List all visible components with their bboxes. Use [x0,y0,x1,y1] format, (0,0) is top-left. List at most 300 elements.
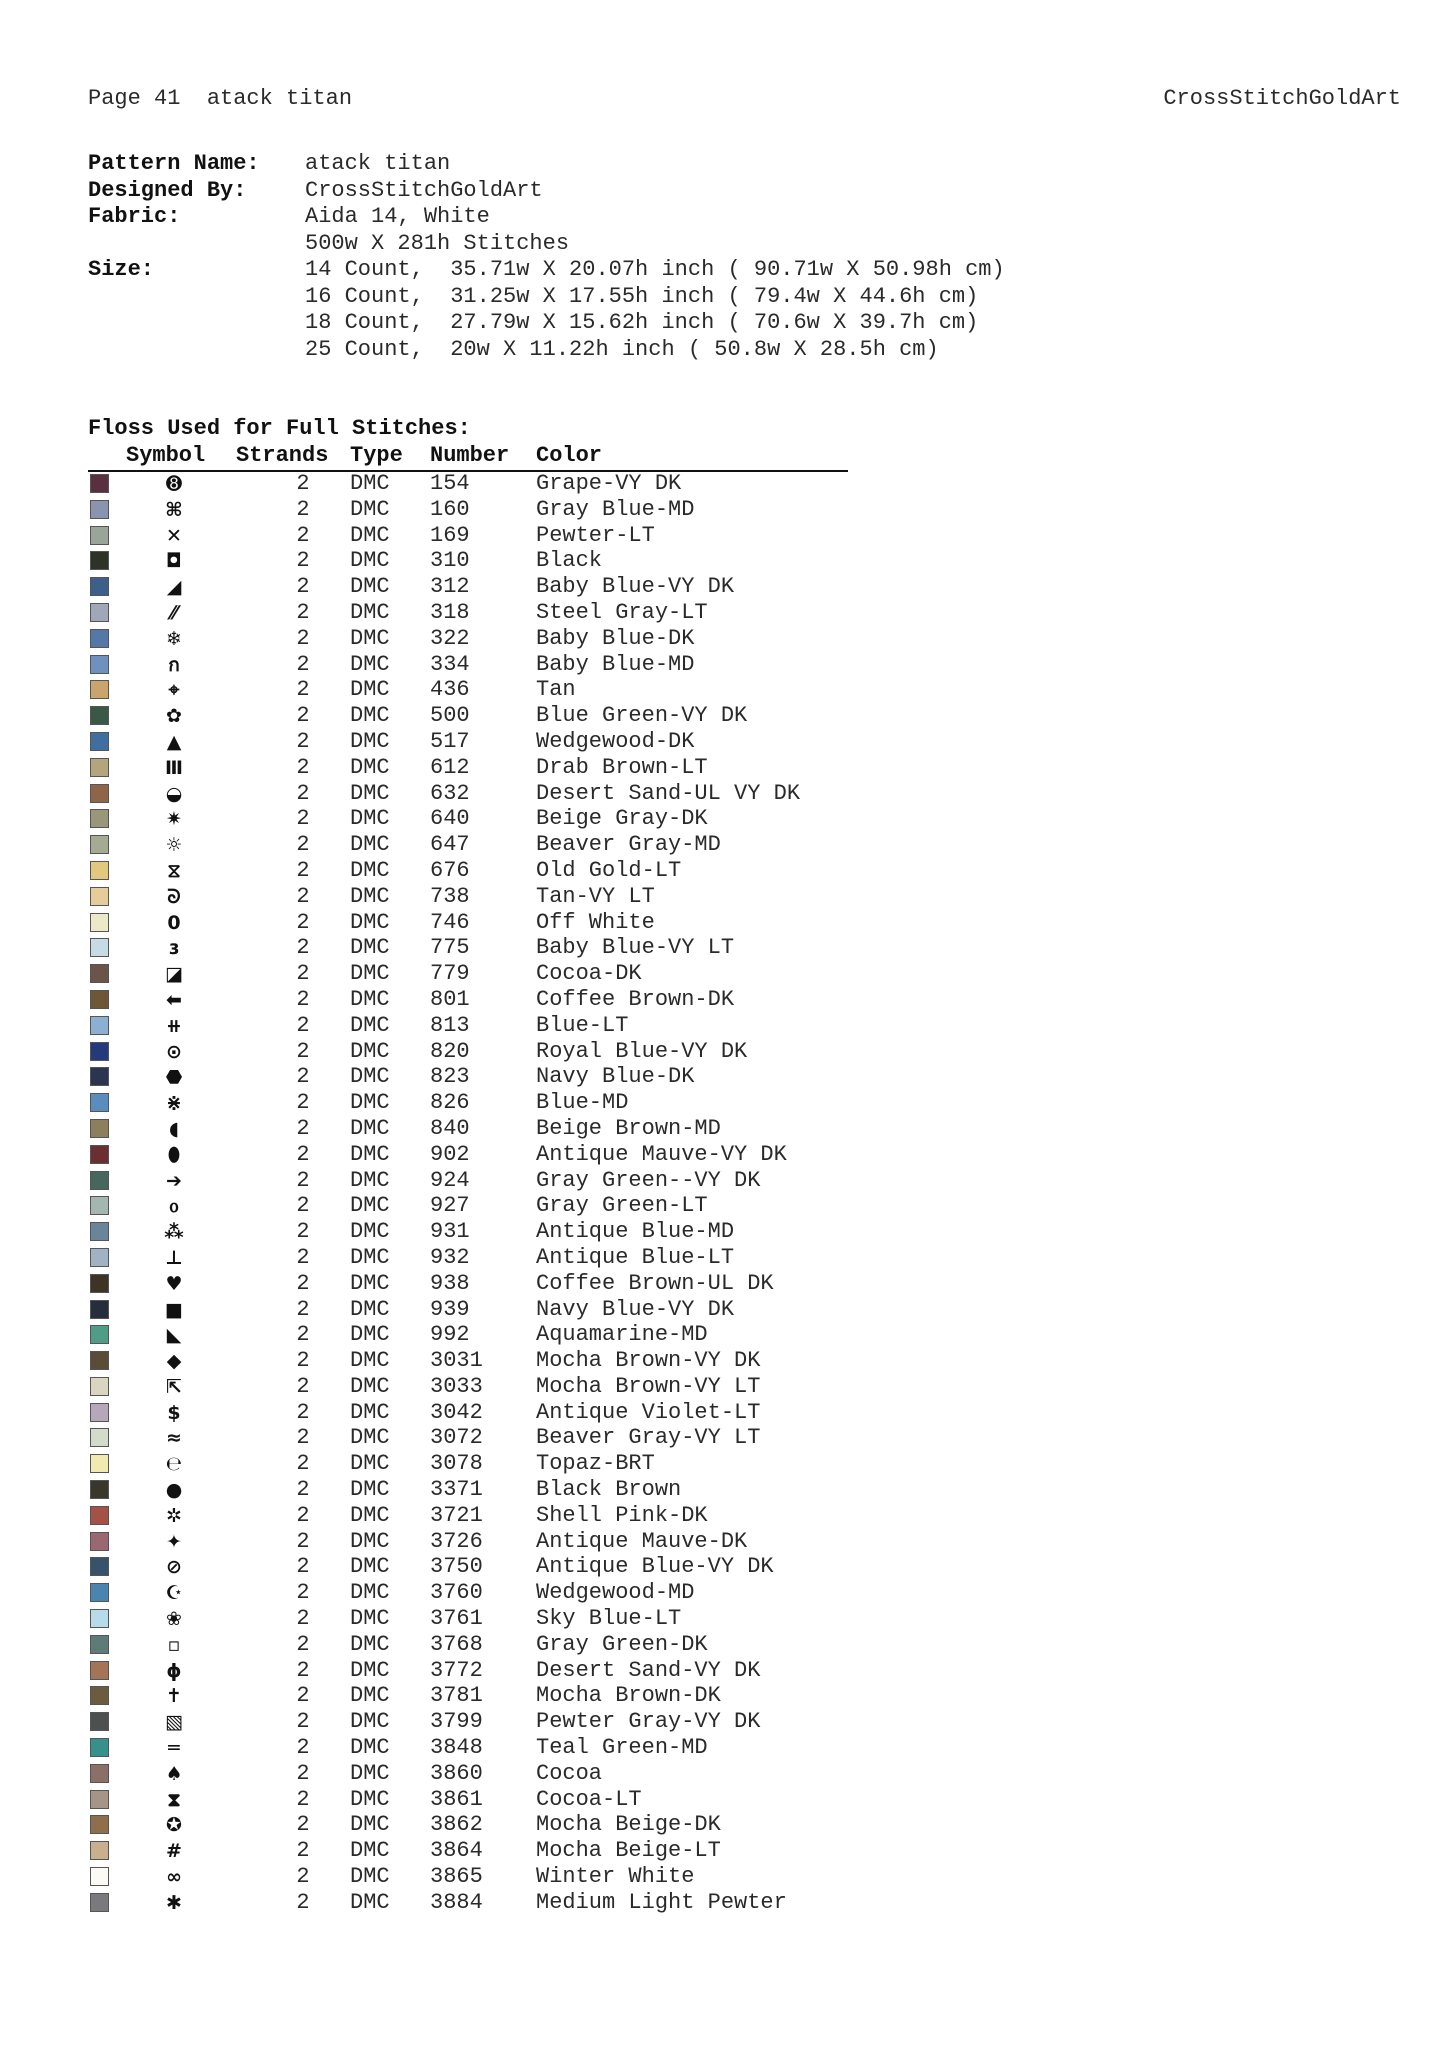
type-cell: DMC [350,1115,390,1141]
color-name-cell: Grape-VY DK [536,471,682,496]
color-name-cell: Drab Brown-LT [536,754,708,780]
size-label: Size: [88,257,155,282]
number-cell: 3864 [430,1838,483,1864]
number-cell: 746 [430,909,470,935]
number-cell: 938 [430,1270,470,1296]
stitch-symbol-icon: ♠ [165,1762,183,1785]
type-cell: DMC [350,1296,390,1322]
number-cell: 840 [430,1115,470,1141]
type-cell: DMC [350,728,390,754]
stitch-symbol-icon: ⇱ [166,1375,182,1398]
stitch-symbol-icon: ◖ [168,1117,179,1140]
stitches-row [88,231,1005,258]
color-swatch [90,1686,109,1705]
color-name-cell: Winter White [536,1864,695,1890]
strands-cell: 2 [296,496,310,522]
strands-cell: 2 [296,857,310,883]
table-row [88,1864,988,1890]
color-swatch [90,964,109,983]
number-cell: 3033 [430,1373,483,1399]
pattern-info [88,151,1005,363]
color-name-cell: Wedgewood-MD [536,1580,695,1606]
table-row [88,1425,988,1451]
number-cell: 169 [430,522,470,548]
table-row [88,1271,988,1297]
stitch-symbol-icon: ∞ [166,1866,182,1889]
strands-cell: 2 [296,1064,310,1090]
table-row [88,471,988,497]
table-row [88,1529,988,1555]
type-cell: DMC [350,1219,390,1245]
color-swatch [90,1893,109,1912]
stitch-symbol-icon: ▧ [165,1711,183,1734]
number-cell: 801 [430,986,470,1012]
type-cell: DMC [350,1502,390,1528]
table-row [88,1554,988,1580]
strands-cell: 2 [296,1451,310,1477]
table-row [88,1761,988,1787]
fabric-value: Aida 14, White [305,204,490,229]
color-swatch [90,1790,109,1809]
color-swatch [90,1300,109,1319]
stitch-symbol-icon: ➑ [166,473,182,495]
number-cell: 779 [430,961,470,987]
color-swatch [90,1609,109,1628]
stitch-symbol-icon: ✱ [166,1891,182,1914]
table-row [88,1322,988,1348]
color-swatch [90,1815,109,1834]
table-row [88,626,988,652]
color-name-cell: Cocoa-LT [536,1786,642,1812]
pattern-name-label: Pattern Name: [88,151,260,176]
color-name-cell: Topaz-BRT [536,1451,655,1477]
strands-cell: 2 [296,522,310,548]
table-row [88,523,988,549]
table-row [88,1632,988,1658]
number-cell: 823 [430,1064,470,1090]
table-row [88,729,988,755]
type-cell: DMC [350,754,390,780]
number-cell: 3884 [430,1889,483,1915]
stitch-symbol-icon: ☼ [165,834,183,857]
table-row [88,1477,988,1503]
color-name-cell: Blue-MD [536,1090,629,1116]
color-name-cell: Royal Blue-VY DK [536,1038,748,1064]
table-row [88,910,988,936]
color-name-cell: Gray Blue-MD [536,496,695,522]
color-swatch [90,680,109,699]
pattern-name-row [88,151,1005,178]
stitch-symbol-icon: ● [165,1479,183,1502]
floss-table-header [88,443,848,471]
stitch-symbol-icon: # [166,1840,182,1863]
color-name-cell: Baby Blue-MD [536,651,695,677]
type-cell: DMC [350,574,390,600]
color-swatch [90,1867,109,1886]
stitch-symbol-icon: ⁄⁄ [170,601,178,624]
number-cell: 154 [430,471,470,496]
color-swatch [90,1738,109,1757]
number-cell: 160 [430,496,470,522]
strands-cell: 2 [296,1270,310,1296]
strands-cell: 2 [296,1348,310,1374]
color-swatch [90,1583,109,1602]
number-cell: 992 [430,1322,470,1348]
color-name-cell: Beige Gray-DK [536,806,708,832]
strands-cell: 2 [296,548,310,574]
stitch-symbol-icon: ❀ [166,1608,182,1631]
table-row [88,935,988,961]
color-name-cell: Antique Violet-LT [536,1399,761,1425]
number-cell: 813 [430,1012,470,1038]
type-cell: DMC [350,1683,390,1709]
table-row [88,781,988,807]
size-value: 16 Count, 31.25w X 17.55h inch ( 79.4w X 44.6h cm) [305,283,979,309]
number-cell: 738 [430,883,470,909]
number-cell: 939 [430,1296,470,1322]
type-cell: DMC [350,1864,390,1890]
stitch-symbol-icon: ♥ [165,1272,183,1295]
strands-cell: 2 [296,1477,310,1503]
type-cell: DMC [350,1812,390,1838]
type-cell: DMC [350,1399,390,1425]
strands-cell: 2 [296,1838,310,1864]
color-swatch [90,732,109,751]
strands-cell: 2 [296,1889,310,1915]
stitch-symbol-icon: ⬅ [166,988,182,1011]
size-row-1 [88,284,1005,311]
color-name-cell: Black Brown [536,1477,682,1503]
stitch-symbol-icon: ✦ [166,1530,182,1553]
table-row [88,677,988,703]
color-swatch [90,474,109,493]
color-swatch [90,706,109,725]
size-value: 14 Count, 35.71w X 20.07h inch ( 90.71w X 50.98h cm) [305,257,1005,282]
type-cell: DMC [350,471,390,496]
type-cell: DMC [350,1760,390,1786]
color-name-cell: Mocha Brown-VY DK [536,1348,761,1374]
size-row-3 [88,337,1005,364]
type-cell: DMC [350,1606,390,1632]
number-cell: 3781 [430,1683,483,1709]
number-cell: 3772 [430,1657,483,1683]
table-row [88,1709,988,1735]
stitch-symbol-icon: ℮ [165,1453,183,1476]
stitch-symbol-icon: Ⅲ [165,756,183,779]
strands-cell: 2 [296,961,310,987]
type-cell: DMC [350,651,390,677]
color-name-cell: Blue-LT [536,1012,629,1038]
strands-cell: 2 [296,1735,310,1761]
size-value: 18 Count, 27.79w X 15.62h inch ( 70.6w X 39.7h cm) [305,310,979,335]
table-row [88,1374,988,1400]
stitch-symbol-icon: ᘐ [167,885,181,908]
color-swatch [90,1506,109,1525]
number-cell: 647 [430,832,470,858]
type-cell: DMC [350,1193,390,1219]
type-cell: DMC [350,1554,390,1580]
color-name-cell: Pewter-LT [536,522,655,548]
stitch-symbol-icon: ⌖ [168,679,180,702]
color-name-cell: Gray Green--VY DK [536,1167,761,1193]
stitch-symbol-icon: ⧗ [167,1788,181,1811]
table-row [88,1245,988,1271]
type-cell: DMC [350,1580,390,1606]
type-cell: DMC [350,832,390,858]
type-cell: DMC [350,1657,390,1683]
color-swatch [90,861,109,880]
stitch-symbol-icon: ◣ [166,1324,182,1347]
color-swatch [90,1403,109,1422]
color-swatch [90,1428,109,1447]
color-name-cell: Desert Sand-VY DK [536,1657,761,1683]
color-name-cell: Medium Light Pewter [536,1889,787,1915]
color-swatch [90,809,109,828]
number-cell: 3761 [430,1606,483,1632]
type-cell: DMC [350,1322,390,1348]
stitch-symbol-icon: ▫ [167,1633,181,1656]
type-cell: DMC [350,1244,390,1270]
color-name-cell: Wedgewood-DK [536,728,695,754]
color-name-cell: Aquamarine-MD [536,1322,708,1348]
number-cell: 924 [430,1167,470,1193]
number-cell: 932 [430,1244,470,1270]
brand-label: CrossStitchGoldArt [1163,86,1401,111]
number-cell: 927 [430,1193,470,1219]
strands-cell: 2 [296,1322,310,1348]
color-name-cell: Antique Blue-MD [536,1219,735,1245]
color-swatch [90,990,109,1009]
type-cell: DMC [350,961,390,987]
number-cell: 3799 [430,1709,483,1735]
table-row [88,1890,988,1916]
strands-cell: 2 [296,909,310,935]
strands-cell: 2 [296,1580,310,1606]
table-row [88,1503,988,1529]
number-cell: 3721 [430,1502,483,1528]
color-swatch [90,629,109,648]
table-row [88,1193,988,1219]
type-cell: DMC [350,1167,390,1193]
strands-cell: 2 [296,1709,310,1735]
floss-title: Floss Used for Full Stitches: [88,416,471,441]
type-cell: DMC [350,883,390,909]
number-cell: 3860 [430,1760,483,1786]
type-cell: DMC [350,1451,390,1477]
type-cell: DMC [350,780,390,806]
strands-cell: 2 [296,1296,310,1322]
floss-table [88,471,988,1916]
color-name-cell: Coffee Brown-UL DK [536,1270,774,1296]
strands-cell: 2 [296,1115,310,1141]
number-cell: 3861 [430,1786,483,1812]
color-name-cell: Tan-VY LT [536,883,655,909]
color-name-cell: Antique Blue-VY DK [536,1554,774,1580]
strands-cell: 2 [296,1373,310,1399]
fabric-label: Fabric: [88,204,181,229]
type-cell: DMC [350,1786,390,1812]
type-cell: DMC [350,548,390,574]
number-cell: 3862 [430,1812,483,1838]
type-cell: DMC [350,1838,390,1864]
type-cell: DMC [350,625,390,651]
color-swatch [90,1712,109,1731]
color-swatch [90,1274,109,1293]
type-cell: DMC [350,496,390,522]
type-cell: DMC [350,1012,390,1038]
type-cell: DMC [350,1631,390,1657]
strands-cell: 2 [296,1760,310,1786]
stitch-symbol-icon: ✕ [166,524,182,547]
color-swatch [90,1764,109,1783]
table-row [88,806,988,832]
table-row [88,574,988,600]
table-row [88,1658,988,1684]
type-cell: DMC [350,1709,390,1735]
color-name-cell: Mocha Beige-DK [536,1812,721,1838]
stitch-symbol-icon: ✲ [166,1504,182,1527]
stitch-symbol-icon: ◪ [165,963,183,986]
color-name-cell: Desert Sand-UL VY DK [536,780,801,806]
strands-cell: 2 [296,1141,310,1167]
strands-cell: 2 [296,1219,310,1245]
strands-cell: 2 [296,1012,310,1038]
color-name-cell: Teal Green-MD [536,1735,708,1761]
table-row [88,1297,988,1323]
color-swatch [90,1145,109,1164]
color-swatch [90,1093,109,1112]
header-number: Number [430,443,510,468]
color-swatch [90,1248,109,1267]
table-row [88,884,988,910]
table-row [88,1039,988,1065]
color-name-cell: Off White [536,909,655,935]
strands-cell: 2 [296,1090,310,1116]
number-cell: 931 [430,1219,470,1245]
color-name-cell: Cocoa [536,1760,603,1786]
strands-cell: 2 [296,574,310,600]
color-name-cell: Baby Blue-VY LT [536,935,735,961]
color-name-cell: Antique Mauve-DK [536,1528,748,1554]
color-swatch [90,1377,109,1396]
size-row-2 [88,310,1005,337]
stitch-symbol-icon: ⬮ [168,1143,180,1166]
number-cell: 500 [430,703,470,729]
table-row [88,987,988,1013]
color-swatch [90,835,109,854]
strands-cell: 2 [296,986,310,1012]
color-swatch [90,1325,109,1344]
color-swatch [90,1222,109,1241]
table-row [88,548,988,574]
strands-cell: 2 [296,935,310,961]
number-cell: 334 [430,651,470,677]
color-swatch [90,1480,109,1499]
table-row [88,600,988,626]
color-swatch [90,1454,109,1473]
number-cell: 3371 [430,1477,483,1503]
strands-cell: 2 [296,1528,310,1554]
strands-cell: 2 [296,651,310,677]
type-cell: DMC [350,1064,390,1090]
color-swatch [90,1661,109,1680]
number-cell: 3760 [430,1580,483,1606]
strands-cell: 2 [296,1038,310,1064]
table-row [88,1812,988,1838]
number-cell: 826 [430,1090,470,1116]
color-swatch [90,526,109,545]
stitch-symbol-icon: ⬣ [165,1066,183,1089]
color-name-cell: Gray Green-DK [536,1631,708,1657]
color-swatch [90,758,109,777]
color-swatch [90,1119,109,1138]
size-value: 25 Count, 20w X 11.22h inch ( 50.8w X 28.5h cm) [305,336,939,362]
strands-cell: 2 [296,1631,310,1657]
color-name-cell: Blue Green-VY DK [536,703,748,729]
stitches-value: 500w X 281h Stitches [305,230,570,256]
table-row [88,1064,988,1090]
table-row [88,1683,988,1709]
strands-cell: 2 [296,1554,310,1580]
number-cell: 902 [430,1141,470,1167]
stitch-symbol-icon: ก [168,653,180,676]
strands-cell: 2 [296,471,310,496]
stitch-symbol-icon: ɸ [166,1659,182,1682]
strands-cell: 2 [296,780,310,806]
stitch-symbol-icon: ⧖ [167,859,181,882]
type-cell: DMC [350,599,390,625]
strands-cell: 2 [296,883,310,909]
strands-cell: 2 [296,754,310,780]
header-type: Type [350,443,403,468]
color-name-cell: Cocoa-DK [536,961,642,987]
table-row [88,1142,988,1168]
color-swatch [90,1351,109,1370]
header-color: Color [536,443,603,468]
type-cell: DMC [350,1348,390,1374]
number-cell: 3726 [430,1528,483,1554]
strands-cell: 2 [296,1786,310,1812]
stitch-symbol-icon: ⌘ [165,498,183,521]
color-name-cell: Tan [536,677,576,703]
color-name-cell: Steel Gray-LT [536,599,708,625]
strands-cell: 2 [296,1244,310,1270]
color-swatch [90,938,109,957]
stitch-symbol-icon: ⊙ [166,1040,182,1063]
color-name-cell: Gray Green-LT [536,1193,708,1219]
number-cell: 318 [430,599,470,625]
table-row [88,1219,988,1245]
color-name-cell: Antique Mauve-VY DK [536,1141,787,1167]
type-cell: DMC [350,1038,390,1064]
type-cell: DMC [350,1889,390,1915]
color-name-cell: Coffee Brown-DK [536,986,735,1012]
number-cell: 3042 [430,1399,483,1425]
table-row [88,832,988,858]
strands-cell: 2 [296,599,310,625]
color-name-cell: Baby Blue-DK [536,625,695,651]
color-name-cell: Beaver Gray-VY LT [536,1425,761,1451]
number-cell: 517 [430,728,470,754]
color-name-cell: Navy Blue-VY DK [536,1296,735,1322]
designed-by-value: CrossStitchGoldArt [305,177,543,203]
color-name-cell: Mocha Brown-VY LT [536,1373,761,1399]
number-cell: 676 [430,857,470,883]
number-cell: 820 [430,1038,470,1064]
fabric-row [88,204,1005,231]
table-row [88,1116,988,1142]
table-row [88,652,988,678]
